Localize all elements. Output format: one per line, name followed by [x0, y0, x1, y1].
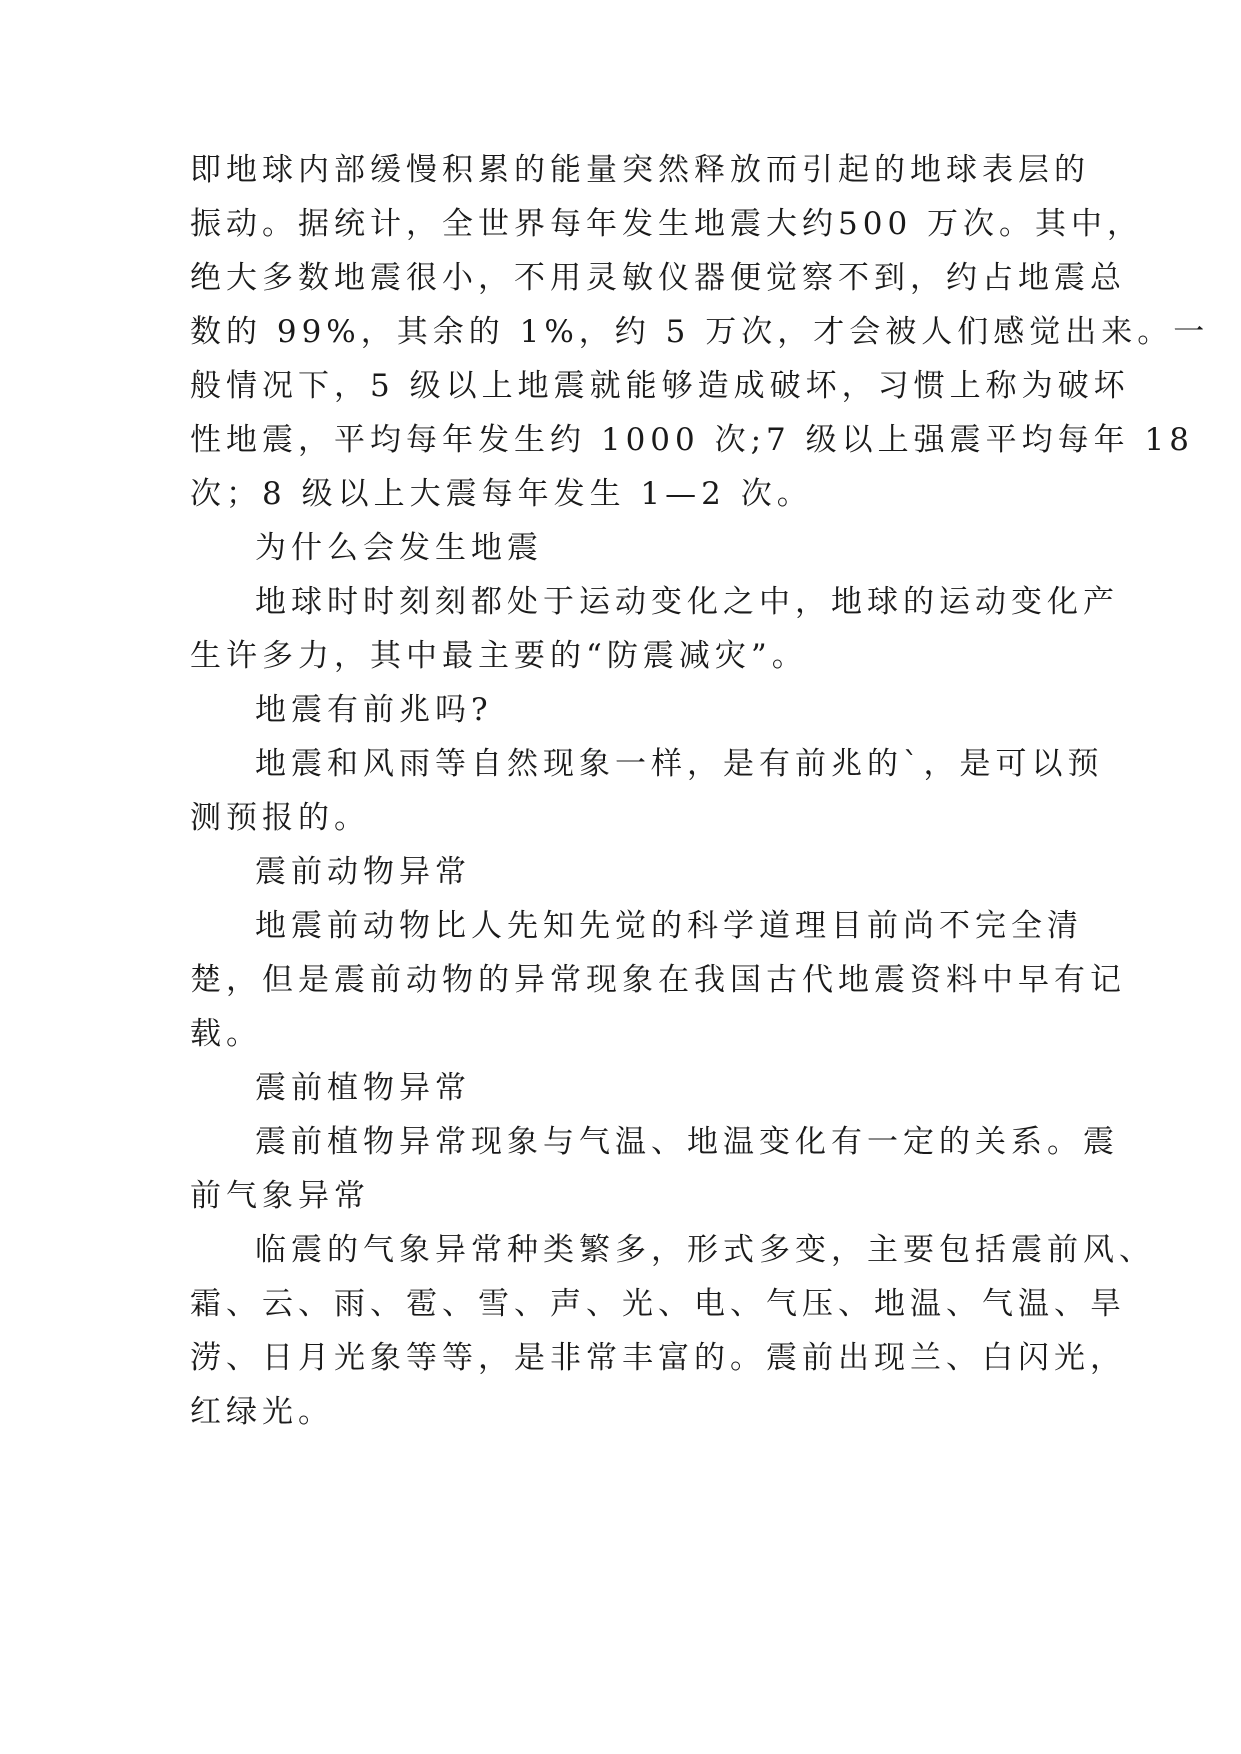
body-text-line: 性地震，平均每年发生约 1000 次;7 级以上强震平均每年 18: [190, 422, 1194, 458]
body-text-line: 楚，但是震前动物的异常现象在我国古代地震资料中早有记: [190, 962, 1126, 998]
body-text-line: 次；8 级以上大震每年发生 1—2 次。: [190, 476, 813, 512]
section-heading: 震前动物异常: [255, 854, 471, 890]
body-text-line: 涝、日月光象等等，是非常丰富的。震前出现兰、白闪光，: [190, 1340, 1126, 1376]
body-text-line: 震前植物异常现象与气温、地温变化有一定的关系。震: [255, 1124, 1119, 1160]
section-heading: 为什么会发生地震: [255, 530, 543, 566]
body-text-line: 载。: [190, 1016, 262, 1052]
body-text-line: 前气象异常: [190, 1178, 370, 1214]
body-text-line: 生许多力，其中最主要的“防震减灾”。: [190, 638, 808, 674]
body-text-line: 测预报的。: [190, 800, 370, 836]
body-text-line: 红绿光。: [190, 1394, 334, 1430]
section-heading: 震前植物异常: [255, 1070, 471, 1106]
body-text-line: 般情况下，5 级以上地震就能够造成破坏，习惯上称为破坏: [190, 368, 1130, 404]
body-text-line: 振动。据统计，全世界每年发生地震大约500 万次。其中，: [190, 206, 1144, 242]
body-text-line: 临震的气象异常种类繁多，形式多变，主要包括震前风、: [255, 1232, 1155, 1268]
body-text-line: 地球时时刻刻都处于运动变化之中，地球的运动变化产: [255, 584, 1119, 620]
section-heading: 地震有前兆吗?: [255, 692, 493, 728]
body-text-line: 霜、云、雨、雹、雪、声、光、电、气压、地温、气温、旱: [190, 1286, 1126, 1322]
body-text-line: 即地球内部缓慢积累的能量突然释放而引起的地球表层的: [190, 152, 1090, 188]
body-text-line: 绝大多数地震很小，不用灵敏仪器便觉察不到，约占地震总: [190, 260, 1126, 296]
body-text-line: 数的 99%，其余的 1%，约 5 万次，才会被人们感觉出来。一: [190, 314, 1210, 350]
body-text-line: 地震前动物比人先知先觉的科学道理目前尚不完全清: [255, 908, 1083, 944]
body-text-line: 地震和风雨等自然现象一样，是有前兆的`，是可以预: [255, 746, 1104, 782]
